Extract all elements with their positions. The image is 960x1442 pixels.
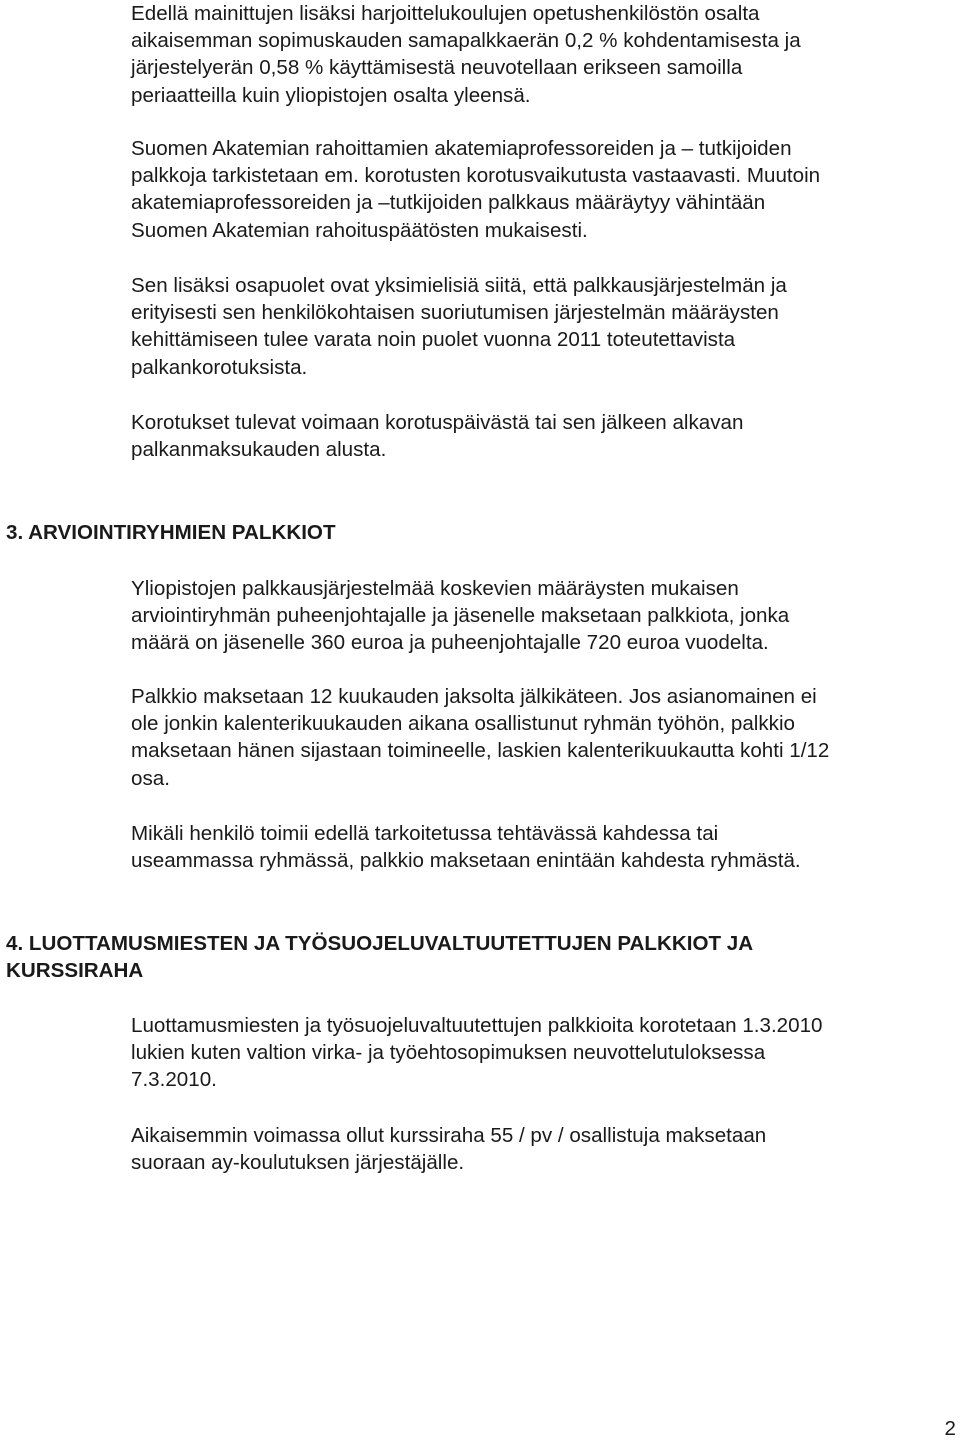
- paragraph-voimaantulo: [131, 409, 946, 463]
- text-line: Yliopistojen palkkausjärjestelmää koskevien määräysten mukaisen: [131, 577, 739, 600]
- text-line: Aikaisemmin voimassa ollut kurssiraha 55 / pv / osallistuja maksetaan: [131, 1124, 767, 1147]
- paragraph-useampi-ryhma: [131, 820, 946, 874]
- text-line: Suomen Akatemian rahoittamien akatemiaprofessoreiden ja – tutkijoiden: [131, 137, 792, 160]
- text-line: Palkkio maksetaan 12 kuukauden jaksolta jälkikäteen. Jos asianomainen ei: [131, 685, 817, 708]
- text-line: Korotukset tulevat voimaan korotuspäivästä tai sen jälkeen alkavan: [131, 411, 744, 434]
- text-line: 7.3.2010.: [131, 1068, 217, 1092]
- paragraph-harjoittelukoulut: [131, 0, 946, 109]
- text-line: järjestelyerän 0,58 % käyttämisestä neuvotellaan erikseen samoilla: [131, 56, 743, 80]
- text-line: lukien kuten valtion virka- ja työehtosopimuksen neuvottelutuloksessa: [131, 1041, 766, 1065]
- heading-line: 3. ARVIOINTIRYHMIEN PALKKIOT: [6, 521, 336, 544]
- text-line: palkankorotuksista.: [131, 355, 308, 379]
- text-line: Sen lisäksi osapuolet ovat yksimielisiä siitä, että palkkausjärjestelmän ja: [131, 274, 787, 297]
- text-line: Mikäli henkilö toimii edellä tarkoitetussa tehtävässä kahdessa tai: [131, 822, 719, 845]
- text-line: periaatteilla kuin yliopistojen osalta yleensä.: [131, 83, 531, 107]
- paragraph-akatemia: [131, 135, 946, 244]
- text-line: määrä on jäsenelle 360 euroa ja puheenjohtajalle 720 euroa vuodelta.: [131, 631, 769, 655]
- text-line: useammassa ryhmässä, palkkio maksetaan enintään kahdesta ryhmästä.: [131, 849, 801, 873]
- section-heading-4: [6, 930, 936, 984]
- text-line: Suomen Akatemian rahoituspäätösten mukaisesti.: [131, 218, 588, 242]
- paragraph-arviointiryhma-palkkio: [131, 575, 946, 657]
- text-line: osa.: [131, 766, 170, 790]
- text-line: suoraan ay-koulutuksen järjestäjälle.: [131, 1151, 465, 1175]
- page-number: 2: [944, 1417, 956, 1440]
- text-line: kehittämiseen tulee varata noin puolet vuonna 2011 toteutettavista: [131, 328, 736, 352]
- text-line: ole jonkin kalenterikuukauden aikana osallistunut ryhmän työhön, palkkio: [131, 712, 795, 736]
- paragraph-maksujakso: [131, 683, 946, 792]
- text-line: palkanmaksukauden alusta.: [131, 438, 387, 462]
- text-line: palkkoja tarkistetaan em. korotusten korotusvaikutusta vastaavasti. Muutoin: [131, 164, 821, 188]
- heading-line: 4. LUOTTAMUSMIESTEN JA TYÖSUOJELUVALTUUTETTUJEN PALKKIOT JA: [6, 932, 754, 955]
- paragraph-luottamusmiesten-palkkiot: [131, 1012, 946, 1094]
- heading-line: KURSSIRAHA: [6, 959, 144, 983]
- text-line: aikaisemman sopimuskauden samapalkkaerän 0,2 % kohdentamisesta ja: [131, 29, 801, 53]
- section-heading-3: [6, 519, 936, 546]
- text-line: maksetaan hänen sijastaan toimineelle, laskien kalenterikuukautta kohti 1/12: [131, 739, 830, 763]
- text-line: akatemiaprofessoreiden ja –tutkijoiden palkkaus määräytyy vähintään: [131, 191, 766, 215]
- text-line: erityisesti sen henkilökohtaisen suoriutumisen järjestelmän määräysten: [131, 301, 779, 325]
- text-line: Luottamusmiesten ja työsuojeluvaltuutettujen palkkioita korotetaan 1.3.2010: [131, 1014, 823, 1037]
- text-line: arviointiryhmän puheenjohtajalle ja jäsenelle maksetaan palkkiota, jonka: [131, 604, 790, 628]
- paragraph-kurssiraha: [131, 1122, 946, 1176]
- text-line: Edellä mainittujen lisäksi harjoittelukoulujen opetushenkilöstön osalta: [131, 2, 760, 25]
- paragraph-kehittaminen: [131, 272, 946, 381]
